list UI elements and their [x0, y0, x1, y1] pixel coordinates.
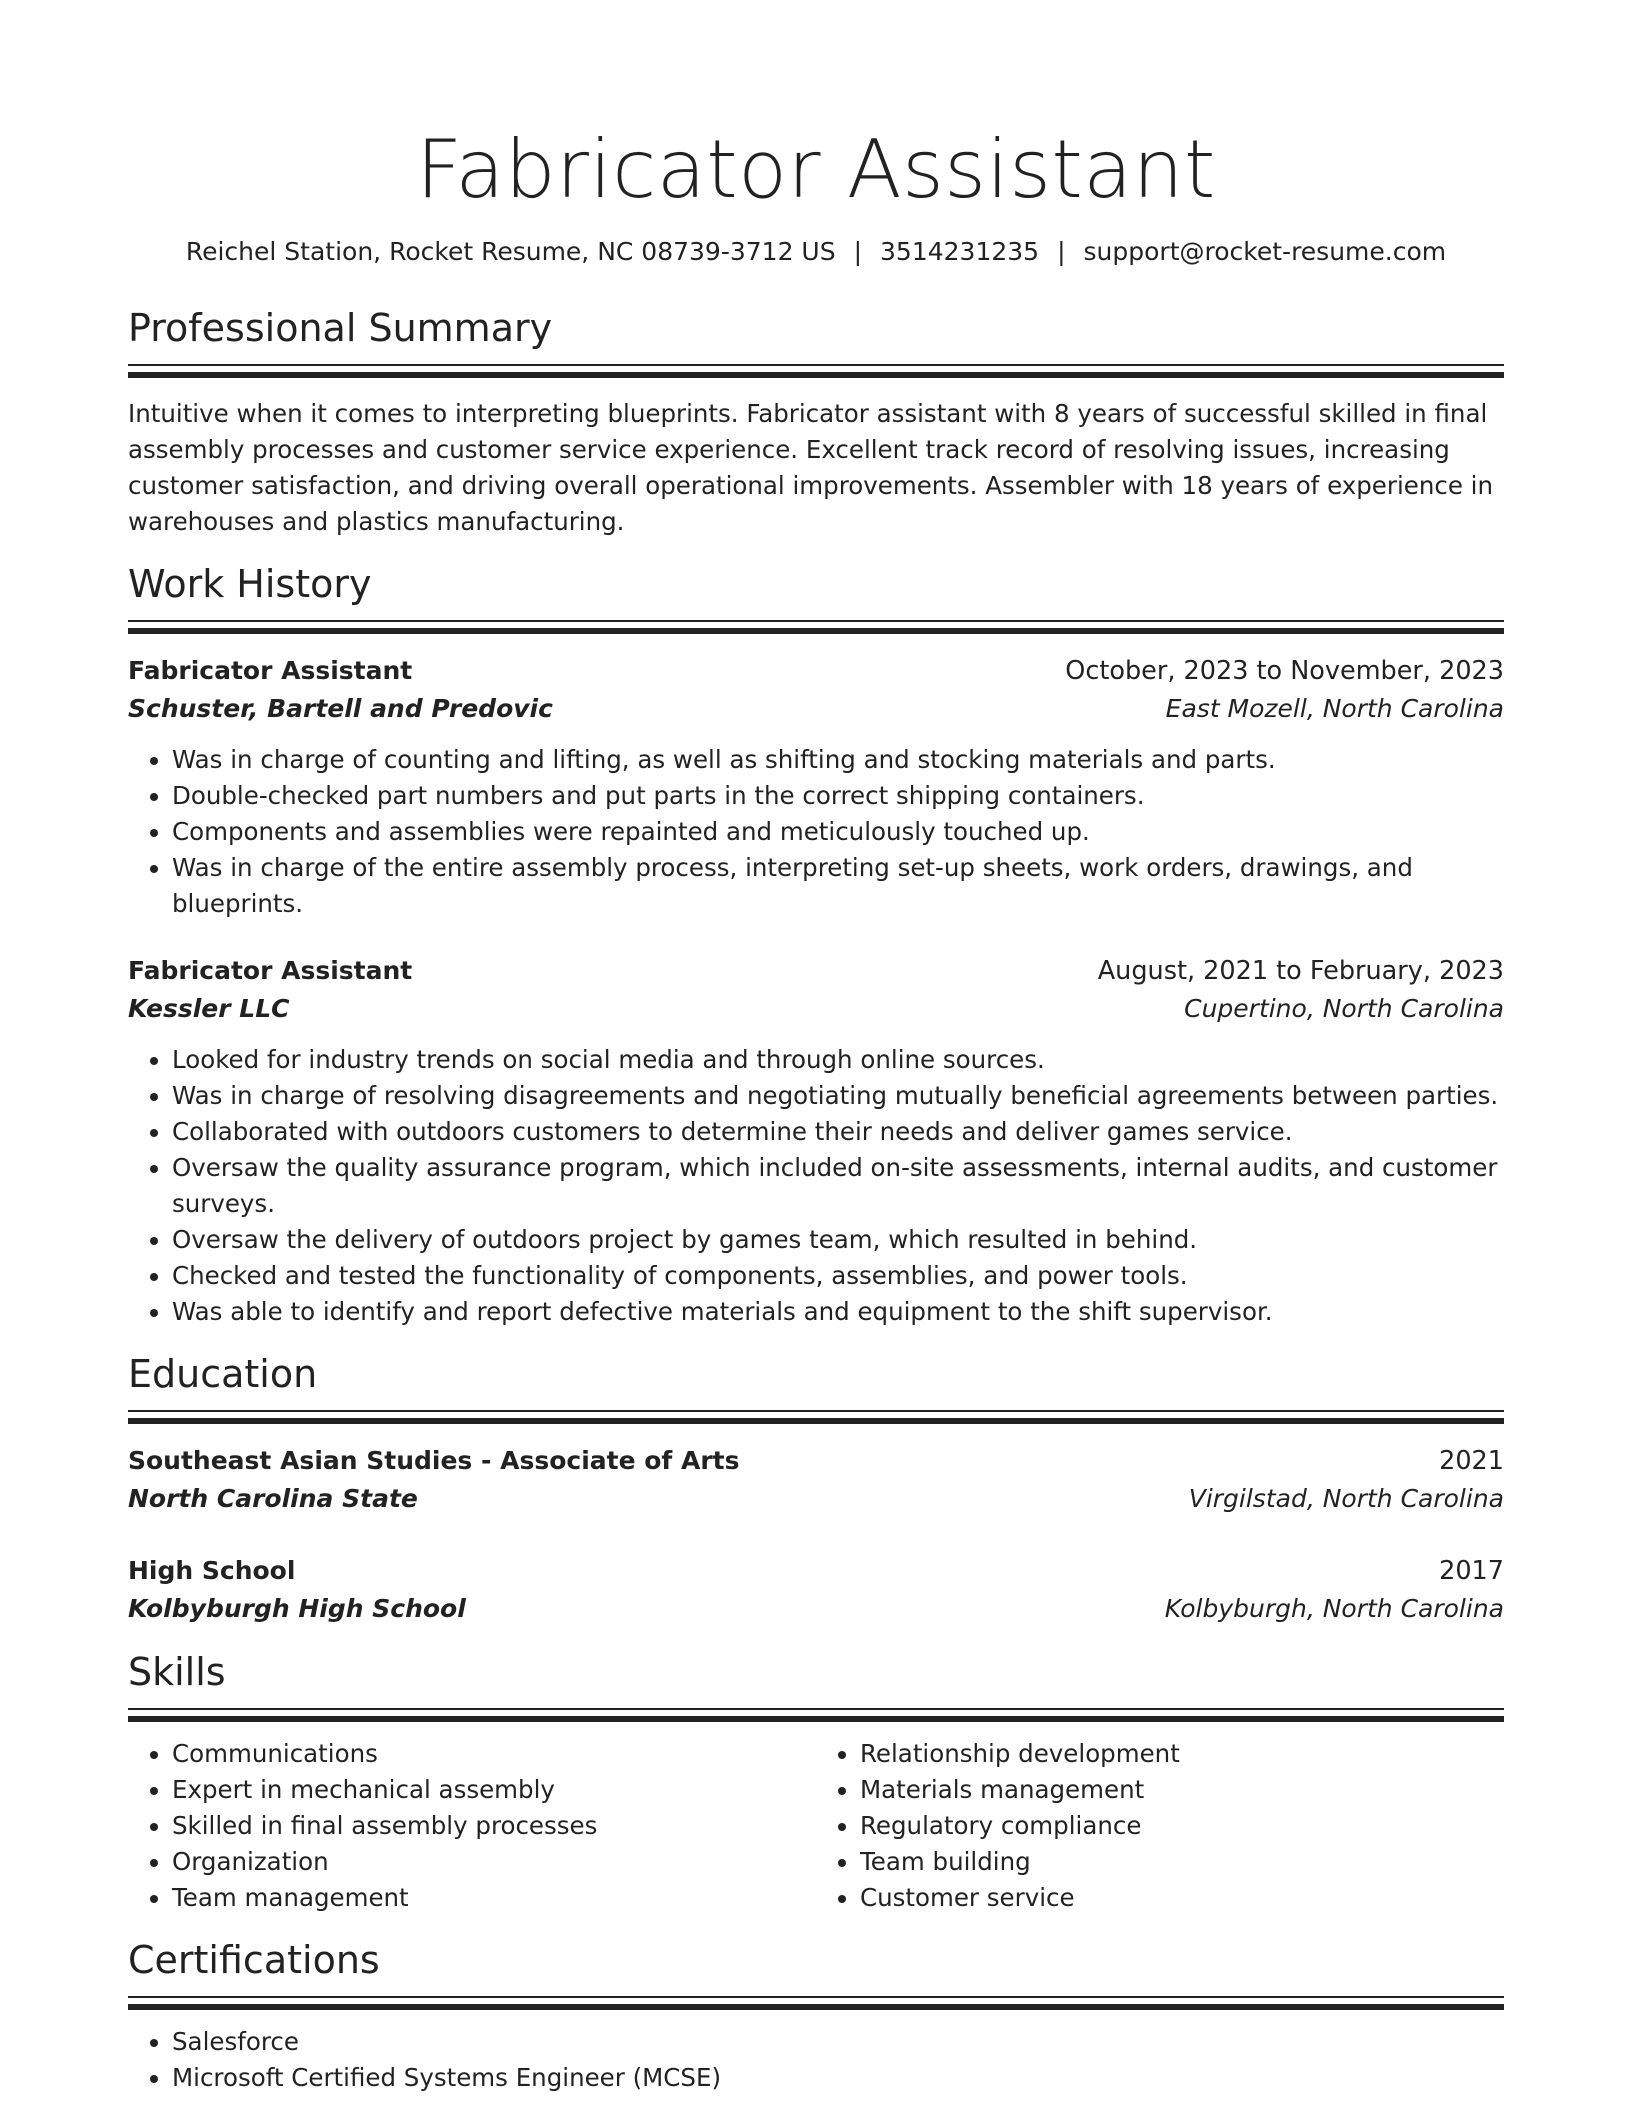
skill-item: • Organization — [172, 1844, 816, 1880]
skill-item: • Team management — [172, 1880, 816, 1916]
certifications-section — [128, 1936, 1504, 2096]
contact-separator: | — [853, 237, 863, 266]
skills-list-left — [128, 1736, 816, 1916]
list-item: • Oversaw the quality assurance program, which included on-site assessments, internal audits, and customer surveys. — [172, 1150, 1504, 1222]
list-item: • Was in charge of counting and lifting, as well as shifting and stocking materials and parts. — [172, 742, 1504, 778]
job-employer: Kessler LLC — [128, 994, 290, 1023]
education-location: Virgilstad, North Carolina — [1188, 1484, 1504, 1513]
job-bullets — [128, 742, 1504, 922]
section-title-summary: Professional Summary — [128, 306, 553, 350]
job-title: Fabricator Assistant — [128, 956, 413, 985]
job-dates: August, 2021 to February, 2023 — [1097, 956, 1504, 986]
section-rule — [128, 364, 1504, 378]
work-section — [128, 560, 1504, 1330]
education-location: Kolbyburgh, North Carolina — [1164, 1594, 1504, 1623]
contact-phone: 3514231235 — [880, 237, 1040, 266]
list-item: • Collaborated with outdoors customers to determine their needs and deliver games service. — [172, 1114, 1504, 1150]
list-item: • Double-checked part numbers and put parts in the correct shipping containers. — [172, 778, 1504, 814]
summary-section — [128, 304, 1504, 540]
skill-item: • Customer service — [860, 1880, 1504, 1916]
skill-item: • Skilled in final assembly processes — [172, 1808, 816, 1844]
education-section — [128, 1350, 1504, 1628]
list-item: • Was able to identify and report defective materials and equipment to the shift supervisor. — [172, 1294, 1504, 1330]
section-rule — [128, 620, 1504, 634]
job-location: East Mozell, North Carolina — [1165, 694, 1504, 723]
skill-item: • Communications — [172, 1736, 816, 1772]
list-item: • Was in charge of resolving disagreements and negotiating mutually beneficial agreements between parties. — [172, 1078, 1504, 1114]
section-rule — [128, 1410, 1504, 1424]
education-entry — [128, 1442, 1504, 1518]
skill-item: • Materials management — [860, 1772, 1504, 1808]
job-title: Fabricator Assistant — [128, 656, 413, 685]
certification-item: • Salesforce — [172, 2024, 1504, 2060]
skill-item: • Expert in mechanical assembly — [172, 1772, 816, 1808]
contact-address: Reichel Station, Rocket Resume, NC 08739-3712 US — [185, 237, 836, 266]
job-location: Cupertino, North Carolina — [1184, 994, 1504, 1023]
skills-list-right — [816, 1736, 1504, 1916]
contact-email: support@rocket-resume.com — [1083, 237, 1447, 266]
certification-item: • Microsoft Certified Systems Engineer (MCSE) — [172, 2060, 1504, 2096]
section-title-certifications: Certifications — [128, 1938, 380, 1982]
skill-item: • Team building — [860, 1844, 1504, 1880]
job-entry — [128, 952, 1504, 1330]
section-title-work: Work History — [128, 562, 372, 606]
certifications-list — [128, 2024, 1504, 2096]
section-title-education: Education — [128, 1352, 318, 1396]
list-item: • Oversaw the delivery of outdoors project by games team, which resulted in behind. — [172, 1222, 1504, 1258]
list-item: • Was in charge of the entire assembly process, interpreting set-up sheets, work orders, drawings, and blueprints. — [172, 850, 1504, 922]
education-school: Kolbyburgh High School — [128, 1594, 466, 1623]
section-rule — [128, 1708, 1504, 1722]
skill-item: • Relationship development — [860, 1736, 1504, 1772]
summary-text: Intuitive when it comes to interpreting blueprints. Fabricator assistant with 8 years of successful skilled in final assembly processes and customer service experience. Excellent track record of resolving issues, increasing customer satisfaction, and driving overall operational improvements. Assembler with 18 years of experience in warehouses and plastics manufacturing. — [128, 399, 1494, 536]
job-entry — [128, 652, 1504, 922]
education-entry — [128, 1552, 1504, 1628]
education-degree: Southeast Asian Studies - Associate of Arts — [128, 1446, 740, 1475]
resume-content — [128, 0, 1504, 2096]
list-item: • Looked for industry trends on social media and through online sources. — [172, 1042, 1504, 1078]
skill-item: • Regulatory compliance — [860, 1808, 1504, 1844]
education-degree: High School — [128, 1556, 296, 1585]
list-item: • Components and assemblies were repainted and meticulously touched up. — [172, 814, 1504, 850]
skills-columns — [128, 1722, 1504, 1916]
job-dates: October, 2023 to November, 2023 — [1065, 656, 1504, 686]
job-employer: Schuster, Bartell and Predovic — [128, 694, 553, 723]
section-rule — [128, 1996, 1504, 2010]
section-title-skills: Skills — [128, 1650, 226, 1694]
skills-section — [128, 1648, 1504, 1916]
education-year: 2021 — [1439, 1446, 1504, 1476]
education-school: North Carolina State — [128, 1484, 418, 1513]
contact-line — [128, 236, 1504, 268]
education-year: 2017 — [1439, 1556, 1504, 1586]
job-bullets — [128, 1042, 1504, 1330]
contact-separator: | — [1057, 237, 1066, 266]
list-item: • Checked and tested the functionality of components, assemblies, and power tools. — [172, 1258, 1504, 1294]
resume-name: Fabricator Assistant — [416, 123, 1216, 216]
